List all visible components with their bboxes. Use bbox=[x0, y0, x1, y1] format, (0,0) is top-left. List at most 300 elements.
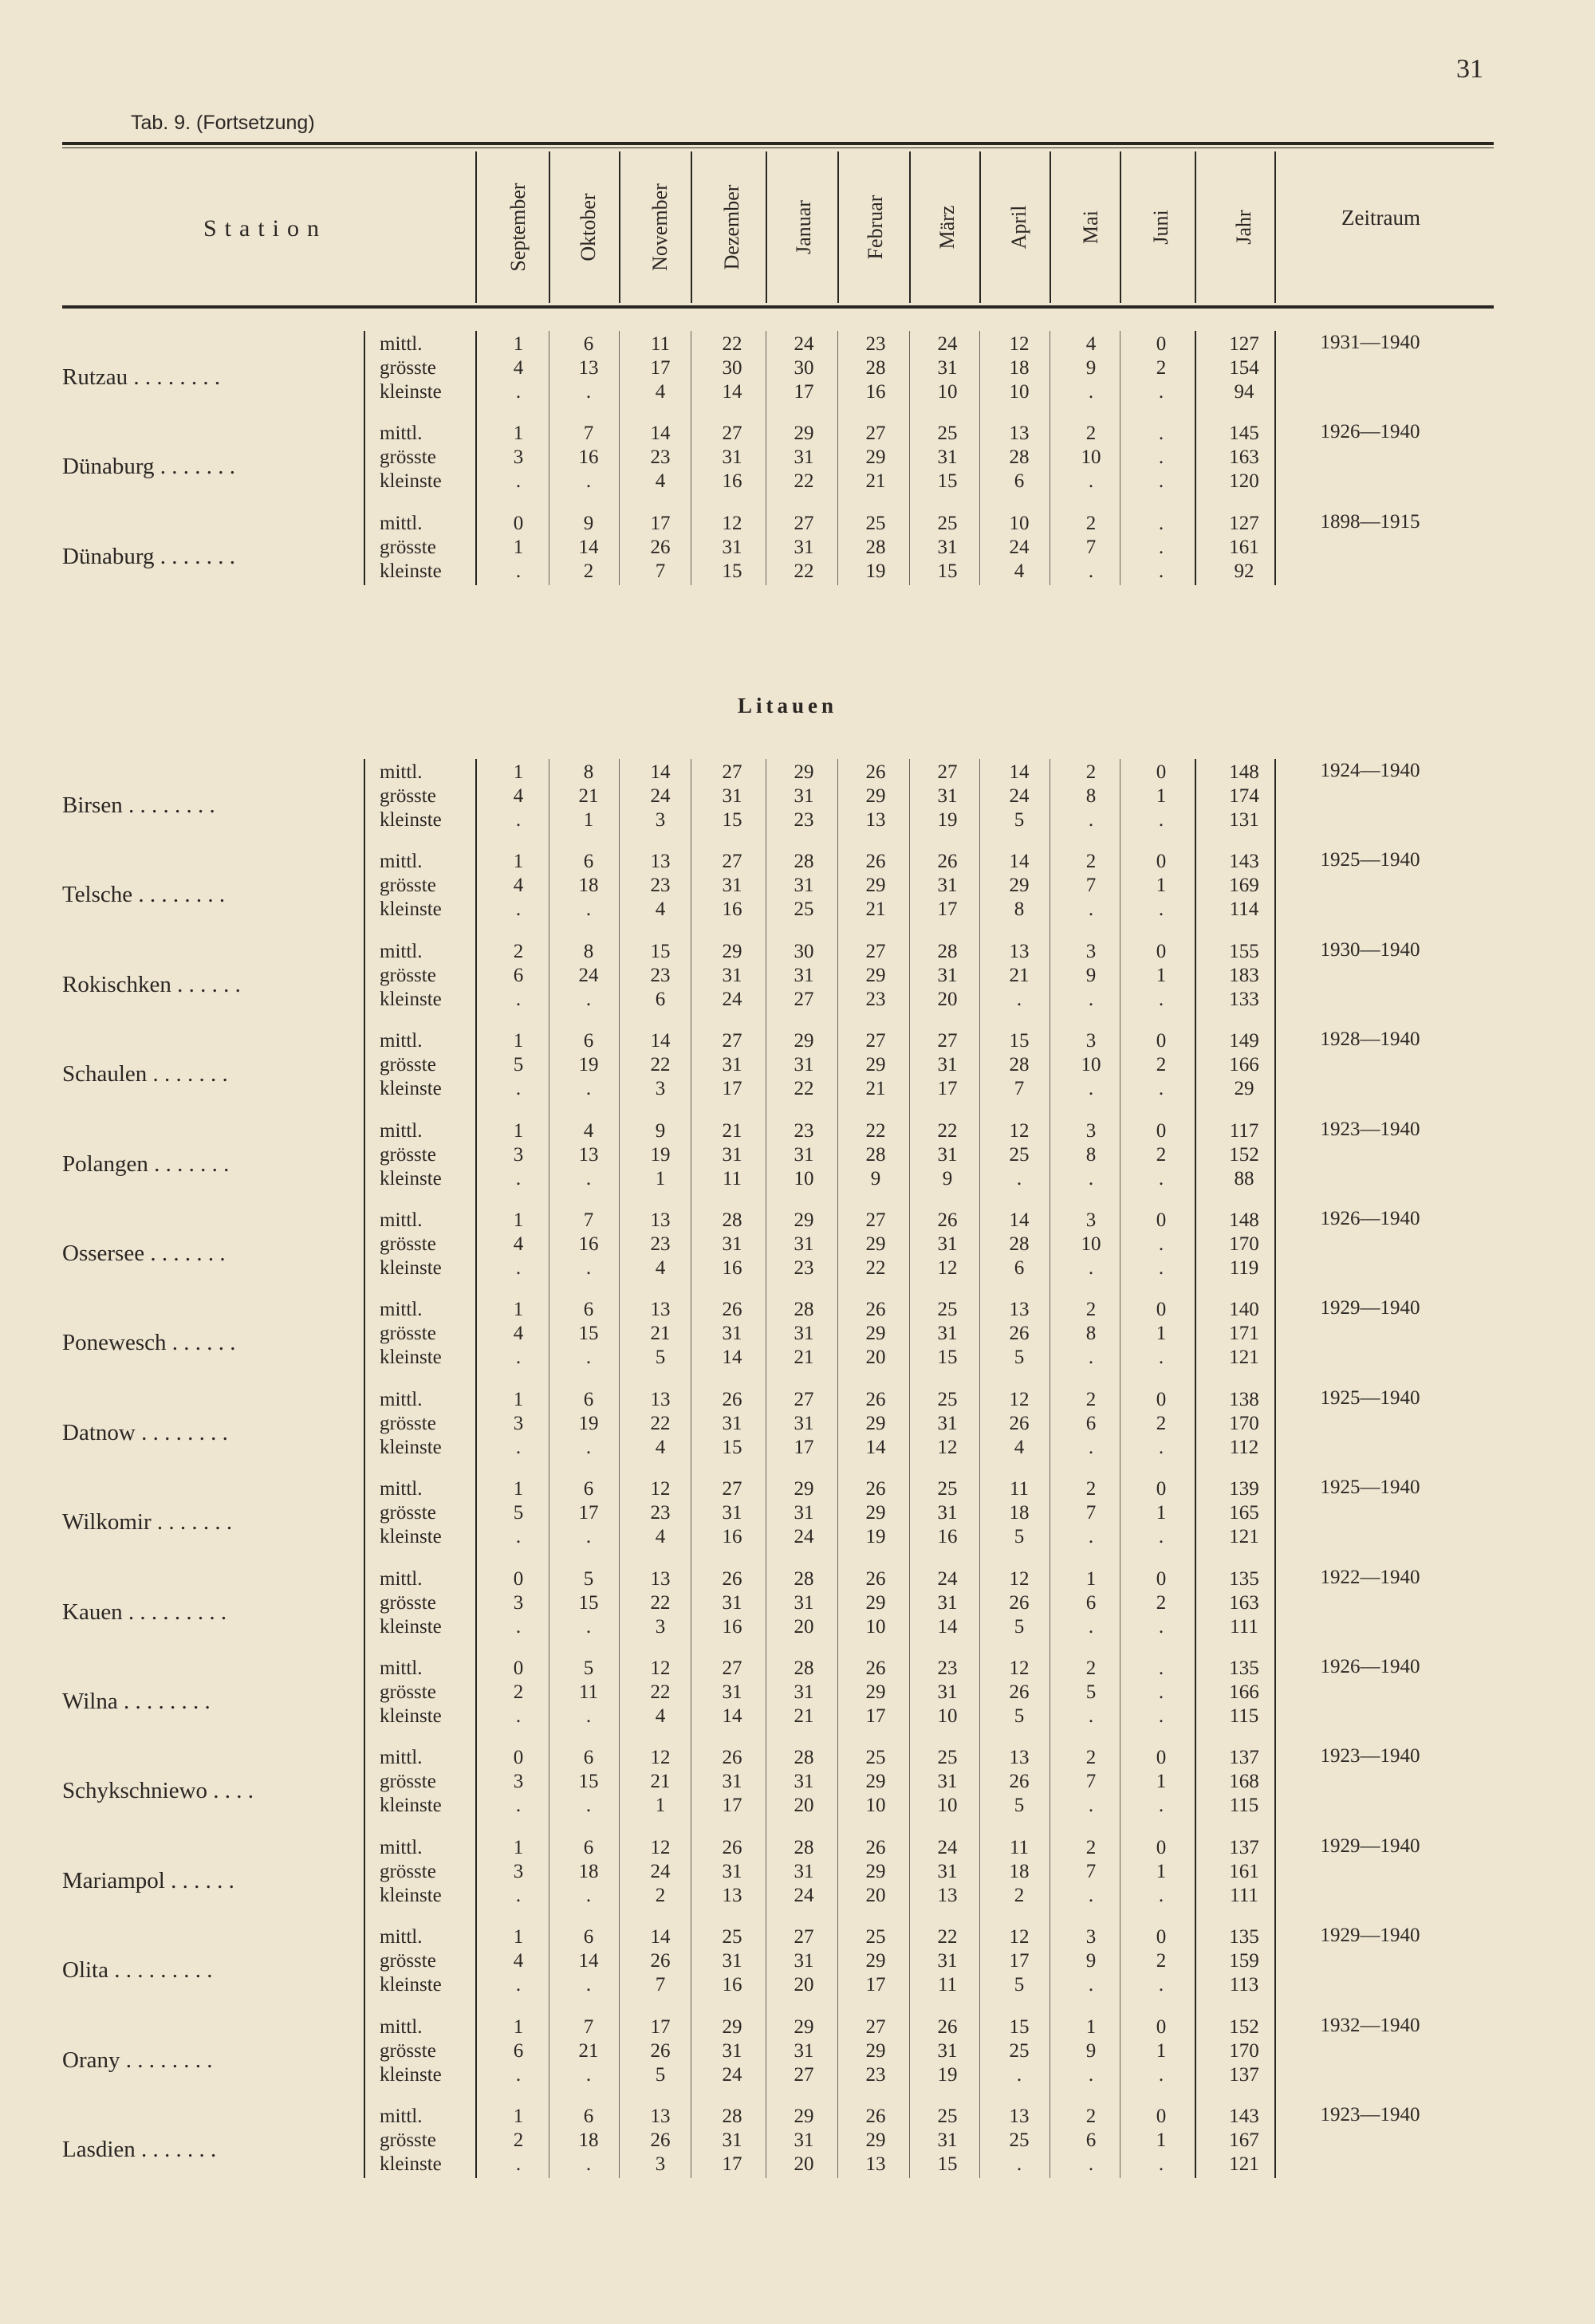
table-cell: 24 bbox=[650, 1860, 671, 1882]
table-cell: 23 bbox=[650, 1502, 671, 1524]
table-cell: 183 bbox=[1229, 964, 1259, 986]
table-cell: 31 bbox=[794, 1412, 814, 1434]
table-cell: 11 bbox=[722, 1167, 742, 1190]
top-rule bbox=[62, 142, 1494, 145]
table-cell: . bbox=[585, 1436, 592, 1458]
row-label: grösste bbox=[380, 1860, 436, 1882]
table-cell: 31 bbox=[937, 2129, 958, 2151]
table-cell: 25 bbox=[937, 1388, 958, 1410]
table-cell: 14 bbox=[578, 1950, 599, 1972]
table-cell: 31 bbox=[722, 1143, 742, 1166]
row-label: mittl. bbox=[380, 1299, 423, 1321]
table-cell: . bbox=[515, 988, 522, 1010]
month-header-label: Oktober bbox=[577, 193, 600, 261]
table-cell: 25 bbox=[937, 1299, 958, 1321]
table-cell: 4 bbox=[513, 1323, 524, 1345]
table-cell: 7 bbox=[583, 1209, 594, 1231]
table-cell: 9 bbox=[583, 512, 594, 534]
table-cell: 2 bbox=[1085, 1747, 1097, 1769]
table-cell: 31 bbox=[794, 1323, 814, 1345]
table-cell: 1 bbox=[513, 851, 524, 873]
row-label: grösste bbox=[380, 1681, 436, 1703]
row-label: mittl. bbox=[380, 1030, 423, 1052]
row-label: kleinste bbox=[380, 988, 442, 1010]
station-name: Olita . . . . . . . . . bbox=[62, 1957, 213, 1984]
station-name: Wilkomir . . . . . . . bbox=[62, 1509, 233, 1536]
table-cell: 26 bbox=[865, 1657, 886, 1679]
table-cell: 25 bbox=[1009, 1143, 1030, 1166]
table-cell: 10 bbox=[937, 1705, 958, 1727]
table-cell: . bbox=[1088, 2153, 1094, 2175]
table-cell: 135 bbox=[1229, 1657, 1259, 1679]
table-cell: 166 bbox=[1229, 1681, 1259, 1703]
table-cell: 28 bbox=[794, 1657, 814, 1679]
table-cell: 14 bbox=[865, 1436, 886, 1458]
table-cell: . bbox=[585, 1615, 592, 1638]
station-name: Dünaburg . . . . . . . bbox=[62, 543, 235, 569]
table-cell: . bbox=[1158, 1657, 1164, 1679]
table-cell: 24 bbox=[578, 964, 599, 986]
table-cell: 27 bbox=[722, 1478, 742, 1500]
header-column-separator bbox=[837, 151, 839, 303]
header-column-separator bbox=[691, 151, 692, 303]
table-cell: 31 bbox=[794, 1950, 814, 1972]
table-cell: 30 bbox=[722, 357, 742, 379]
row-label: kleinste bbox=[380, 1705, 442, 1727]
table-cell: 26 bbox=[865, 761, 886, 783]
table-cell: 31 bbox=[722, 446, 742, 469]
table-cell: 31 bbox=[794, 536, 814, 558]
table-cell: 9 bbox=[655, 1119, 666, 1142]
table-cell: 0 bbox=[513, 1657, 524, 1679]
table-cell: 5 bbox=[513, 1054, 524, 1076]
table-cell: 5 bbox=[1014, 1615, 1025, 1638]
table-cell: 6 bbox=[583, 1388, 594, 1410]
table-cell: 4 bbox=[655, 1526, 666, 1548]
table-cell: . bbox=[1088, 1795, 1094, 1817]
table-cell: 31 bbox=[937, 875, 958, 897]
table-cell: 1 bbox=[583, 809, 594, 831]
row-label: grösste bbox=[380, 1233, 436, 1255]
table-cell: 1 bbox=[1156, 875, 1167, 897]
table-cell: 21 bbox=[650, 1771, 671, 1793]
table-cell: 170 bbox=[1229, 1233, 1259, 1255]
table-cell: 11 bbox=[1009, 1836, 1030, 1858]
table-cell: 15 bbox=[722, 560, 742, 582]
table-cell: . bbox=[515, 560, 522, 582]
table-cell: 26 bbox=[722, 1747, 742, 1769]
month-header bbox=[788, 159, 820, 295]
month-header bbox=[931, 159, 963, 295]
table-cell: 0 bbox=[1156, 851, 1167, 873]
table-cell: 30 bbox=[794, 940, 814, 962]
table-cell: 31 bbox=[722, 536, 742, 558]
row-label: mittl. bbox=[380, 423, 423, 445]
table-cell: 3 bbox=[513, 1591, 524, 1614]
row-label: mittl. bbox=[380, 2106, 423, 2127]
table-cell: 31 bbox=[794, 1143, 814, 1166]
table-cell: . bbox=[1088, 1167, 1094, 1190]
table-cell: 31 bbox=[794, 1591, 814, 1614]
station-name: Wilna . . . . . . . . bbox=[62, 1689, 211, 1714]
table-cell: . bbox=[1088, 1347, 1094, 1369]
table-cell: 11 bbox=[650, 333, 671, 355]
table-cell: 16 bbox=[722, 1615, 742, 1638]
table-cell: 3 bbox=[1085, 1030, 1097, 1052]
table-cell: 21 bbox=[794, 1347, 814, 1369]
table-caption: Tab. 9. (Fortsetzung) bbox=[131, 112, 315, 134]
table-cell: 25 bbox=[937, 423, 958, 445]
zeitraum-value: 1925—1940 bbox=[1320, 1477, 1420, 1499]
table-cell: 29 bbox=[865, 785, 886, 807]
table-cell: . bbox=[585, 1167, 592, 1190]
table-cell: 9 bbox=[1085, 1950, 1097, 1972]
row-label: mittl. bbox=[380, 512, 423, 534]
table-cell: 14 bbox=[650, 1926, 671, 1948]
table-cell: 20 bbox=[865, 1884, 886, 1906]
table-cell: 29 bbox=[865, 1950, 886, 1972]
month-header-label: Mai bbox=[1079, 210, 1102, 244]
table-cell: 23 bbox=[650, 446, 671, 469]
table-cell: 22 bbox=[650, 1412, 671, 1434]
table-cell: 18 bbox=[1009, 357, 1030, 379]
table-cell: 137 bbox=[1229, 1836, 1259, 1858]
station-name: Dünaburg . . . . . . . bbox=[62, 454, 235, 480]
table-cell: 7 bbox=[583, 2015, 594, 2038]
table-cell: . bbox=[515, 2153, 522, 2175]
table-cell: . bbox=[1016, 1167, 1022, 1190]
table-cell: 12 bbox=[937, 1436, 958, 1458]
table-cell: 1 bbox=[513, 1836, 524, 1858]
table-cell: 0 bbox=[1156, 2106, 1167, 2127]
row-label: grösste bbox=[380, 1054, 436, 1076]
table-cell: 24 bbox=[794, 1884, 814, 1906]
table-cell: 17 bbox=[794, 1436, 814, 1458]
table-cell: 6 bbox=[1085, 1591, 1097, 1614]
table-cell: 171 bbox=[1229, 1323, 1259, 1345]
table-cell: 137 bbox=[1229, 1747, 1259, 1769]
table-cell: 12 bbox=[722, 512, 742, 534]
table-cell: 16 bbox=[722, 470, 742, 493]
table-cell: 23 bbox=[650, 1233, 671, 1255]
row-label: grösste bbox=[380, 536, 436, 558]
table-cell: 31 bbox=[937, 446, 958, 469]
station-header: Station bbox=[203, 215, 328, 242]
table-cell: 23 bbox=[865, 333, 886, 355]
table-cell: . bbox=[1016, 988, 1022, 1010]
table-cell: 31 bbox=[722, 1950, 742, 1972]
table-cell: . bbox=[515, 1795, 522, 1817]
table-cell: 8 bbox=[1014, 899, 1025, 921]
table-cell: 127 bbox=[1229, 512, 1259, 534]
row-label: kleinste bbox=[380, 1347, 442, 1369]
table-cell: 31 bbox=[794, 1502, 814, 1524]
row-label: grösste bbox=[380, 2129, 436, 2151]
table-cell: . bbox=[1158, 446, 1164, 469]
table-cell: 27 bbox=[865, 1030, 886, 1052]
table-cell: 12 bbox=[1009, 1657, 1030, 1679]
table-cell: 12 bbox=[1009, 1567, 1030, 1590]
header-column-separator bbox=[1274, 151, 1276, 303]
table-cell: 17 bbox=[578, 1502, 599, 1524]
zeitraum-value: 1929—1940 bbox=[1320, 1925, 1420, 1947]
month-header bbox=[502, 159, 534, 295]
table-cell: 29 bbox=[865, 2039, 886, 2062]
station-name: Orany . . . . . . . . bbox=[62, 2047, 213, 2073]
station-name: Rokischken . . . . . . bbox=[62, 971, 241, 997]
table-cell: 10 bbox=[1009, 381, 1030, 403]
table-cell: 23 bbox=[865, 988, 886, 1010]
table-cell: 21 bbox=[865, 470, 886, 493]
table-cell: 25 bbox=[865, 512, 886, 534]
month-header-label: April bbox=[1007, 205, 1030, 250]
section-title: Litauen bbox=[737, 694, 838, 718]
table-cell: 8 bbox=[1085, 1323, 1097, 1345]
page-number: 31 bbox=[1456, 54, 1483, 84]
row-label: grösste bbox=[380, 1771, 436, 1793]
table-cell: 19 bbox=[865, 560, 886, 582]
table-cell: 13 bbox=[1009, 1299, 1030, 1321]
table-cell: . bbox=[585, 1705, 592, 1727]
table-cell: 6 bbox=[1085, 2129, 1097, 2151]
table-cell: 18 bbox=[1009, 1502, 1030, 1524]
table-cell: . bbox=[515, 1436, 522, 1458]
month-header-label: September bbox=[506, 183, 530, 272]
table-cell: 145 bbox=[1229, 423, 1259, 445]
table-cell: 31 bbox=[794, 446, 814, 469]
table-cell: 28 bbox=[865, 357, 886, 379]
table-cell: 121 bbox=[1229, 2153, 1259, 2175]
column-separator bbox=[475, 759, 477, 2178]
table-cell: 2 bbox=[1085, 2106, 1097, 2127]
row-label: kleinste bbox=[380, 1884, 442, 1906]
station-name: Mariampol . . . . . . bbox=[62, 1867, 234, 1893]
table-cell: 1 bbox=[513, 1030, 524, 1052]
table-cell: 13 bbox=[578, 357, 599, 379]
table-cell: 7 bbox=[655, 1974, 666, 1996]
table-cell: 29 bbox=[865, 1681, 886, 1703]
table-cell: . bbox=[1158, 1526, 1164, 1548]
row-label: mittl. bbox=[380, 851, 423, 873]
row-label: mittl. bbox=[380, 1388, 423, 1410]
table-cell: 15 bbox=[937, 1347, 958, 1369]
table-cell: 5 bbox=[583, 1657, 594, 1679]
zeitraum-value: 1925—1940 bbox=[1320, 849, 1420, 871]
table-cell: 17 bbox=[937, 1078, 958, 1100]
column-separator bbox=[909, 331, 910, 585]
row-label: mittl. bbox=[380, 1836, 423, 1858]
month-header bbox=[860, 159, 892, 295]
table-cell: 29 bbox=[865, 2129, 886, 2151]
month-header bbox=[1145, 159, 1177, 295]
table-cell: 2 bbox=[1085, 512, 1097, 534]
column-separator bbox=[979, 331, 980, 585]
station-name: Kauen . . . . . . . . . bbox=[62, 1598, 227, 1625]
table-cell: . bbox=[1088, 381, 1094, 403]
table-cell: . bbox=[585, 1795, 592, 1817]
month-header bbox=[1003, 159, 1035, 295]
table-cell: 24 bbox=[1009, 785, 1030, 807]
table-cell: 131 bbox=[1229, 809, 1259, 831]
table-cell: 13 bbox=[1009, 2106, 1030, 2127]
table-cell: 166 bbox=[1229, 1054, 1259, 1076]
table-cell: . bbox=[515, 1705, 522, 1727]
table-cell: . bbox=[1088, 809, 1094, 831]
table-cell: 22 bbox=[865, 1119, 886, 1142]
table-cell: 26 bbox=[650, 2129, 671, 2151]
table-cell: 121 bbox=[1229, 1347, 1259, 1369]
table-cell: 17 bbox=[722, 1795, 742, 1817]
table-cell: 7 bbox=[1014, 1078, 1025, 1100]
table-cell: 27 bbox=[937, 1030, 958, 1052]
table-cell: 27 bbox=[794, 1388, 814, 1410]
table-cell: 6 bbox=[583, 1478, 594, 1500]
table-cell: 13 bbox=[1009, 940, 1030, 962]
table-cell: 26 bbox=[865, 1567, 886, 1590]
table-cell: 2 bbox=[1156, 1591, 1167, 1614]
table-cell: 1 bbox=[1156, 1771, 1167, 1793]
table-cell: 1 bbox=[513, 333, 524, 355]
row-label: kleinste bbox=[380, 2063, 442, 2086]
table-cell: 31 bbox=[937, 964, 958, 986]
label-column-rule bbox=[364, 759, 365, 2178]
zeitraum-value: 1932—1940 bbox=[1320, 2014, 1420, 2036]
table-cell: 6 bbox=[513, 2039, 524, 2062]
table-cell: 27 bbox=[794, 988, 814, 1010]
table-cell: 3 bbox=[1085, 1209, 1097, 1231]
table-cell: . bbox=[1088, 899, 1094, 921]
table-cell: 23 bbox=[650, 875, 671, 897]
table-cell: 2 bbox=[513, 1681, 524, 1703]
table-cell: 31 bbox=[937, 1860, 958, 1882]
zeitraum-value: 1930—1940 bbox=[1320, 938, 1420, 961]
station-name: Schaulen . . . . . . . bbox=[62, 1061, 228, 1087]
table-cell: 159 bbox=[1229, 1950, 1259, 1972]
table-cell: 7 bbox=[583, 423, 594, 445]
station-name: Ponewesch . . . . . . bbox=[62, 1330, 236, 1356]
month-header-label: März bbox=[935, 205, 959, 250]
month-header bbox=[573, 159, 605, 295]
row-label: grösste bbox=[380, 964, 436, 986]
table-cell: 15 bbox=[1009, 2015, 1030, 2038]
table-cell: 29 bbox=[865, 1054, 886, 1076]
table-cell: 31 bbox=[794, 785, 814, 807]
table-cell: 14 bbox=[650, 761, 671, 783]
table-cell: 31 bbox=[722, 875, 742, 897]
table-cell: 9 bbox=[942, 1167, 953, 1190]
table-cell: 18 bbox=[1009, 1860, 1030, 1882]
table-cell: 114 bbox=[1229, 899, 1259, 921]
table-cell: 12 bbox=[1009, 333, 1030, 355]
table-cell: . bbox=[1088, 2063, 1094, 2086]
station-name: Ossersee . . . . . . . bbox=[62, 1241, 226, 1266]
table-cell: 3 bbox=[655, 809, 666, 831]
table-cell: 13 bbox=[578, 1143, 599, 1166]
table-cell: 31 bbox=[722, 785, 742, 807]
table-cell: 14 bbox=[1009, 1209, 1030, 1231]
table-cell: . bbox=[1158, 809, 1164, 831]
table-cell: 24 bbox=[937, 1836, 958, 1858]
table-cell: 26 bbox=[865, 851, 886, 873]
table-cell: 18 bbox=[578, 875, 599, 897]
table-cell: . bbox=[515, 1884, 522, 1906]
table-cell: 2 bbox=[655, 1884, 666, 1906]
table-cell: . bbox=[585, 899, 592, 921]
table-cell: 19 bbox=[937, 809, 958, 831]
row-label: grösste bbox=[380, 875, 436, 897]
table-cell: 31 bbox=[937, 1233, 958, 1255]
table-cell: 25 bbox=[865, 1747, 886, 1769]
table-cell: 28 bbox=[865, 536, 886, 558]
table-cell: 15 bbox=[650, 940, 671, 962]
row-label: grösste bbox=[380, 1591, 436, 1614]
table-cell: 27 bbox=[865, 940, 886, 962]
row-label: kleinste bbox=[380, 470, 442, 493]
table-cell: 29 bbox=[865, 1502, 886, 1524]
table-cell: 135 bbox=[1229, 1926, 1259, 1948]
zeitraum-value: 1922—1940 bbox=[1320, 1566, 1420, 1588]
table-cell: 26 bbox=[1009, 1591, 1030, 1614]
table-cell: 1 bbox=[1156, 2039, 1167, 2062]
table-cell: 21 bbox=[1009, 964, 1030, 986]
table-cell: 2 bbox=[1156, 1412, 1167, 1434]
column-separator bbox=[837, 759, 838, 2178]
table-cell: 161 bbox=[1229, 1860, 1259, 1882]
column-separator bbox=[619, 759, 620, 2178]
table-cell: 111 bbox=[1230, 1884, 1258, 1906]
table-cell: 28 bbox=[1009, 446, 1030, 469]
table-cell: 22 bbox=[650, 1681, 671, 1703]
table-cell: 1 bbox=[513, 536, 524, 558]
table-cell: . bbox=[1158, 1795, 1164, 1817]
row-label: kleinste bbox=[380, 1257, 442, 1279]
table-cell: 26 bbox=[722, 1299, 742, 1321]
table-cell: 22 bbox=[722, 333, 742, 355]
table-cell: 1 bbox=[513, 1119, 524, 1142]
table-cell: 1 bbox=[513, 761, 524, 783]
table-cell: 31 bbox=[722, 1591, 742, 1614]
table-cell: 6 bbox=[1014, 470, 1025, 493]
table-cell: 24 bbox=[937, 333, 958, 355]
table-cell: 4 bbox=[1014, 1436, 1025, 1458]
table-cell: 170 bbox=[1229, 1412, 1259, 1434]
row-label: kleinste bbox=[380, 560, 442, 582]
table-cell: 31 bbox=[937, 1323, 958, 1345]
month-header-label: Juni bbox=[1149, 210, 1172, 245]
table-cell: . bbox=[515, 1974, 522, 1996]
table-cell: . bbox=[1016, 2063, 1022, 2086]
table-cell: . bbox=[1158, 470, 1164, 493]
row-label: mittl. bbox=[380, 1747, 423, 1769]
table-cell: 4 bbox=[513, 875, 524, 897]
station-name: Birsen . . . . . . . . bbox=[62, 792, 215, 818]
table-cell: 15 bbox=[937, 560, 958, 582]
header-column-separator bbox=[619, 151, 620, 303]
table-cell: 0 bbox=[513, 1567, 524, 1590]
table-cell: 23 bbox=[794, 809, 814, 831]
table-cell: 6 bbox=[583, 1030, 594, 1052]
table-cell: 26 bbox=[865, 1299, 886, 1321]
table-cell: 3 bbox=[1085, 1119, 1097, 1142]
table-cell: 22 bbox=[650, 1054, 671, 1076]
table-cell: 117 bbox=[1229, 1119, 1259, 1142]
table-cell: 7 bbox=[1085, 1771, 1097, 1793]
table-cell: 10 bbox=[794, 1167, 814, 1190]
table-cell: 2 bbox=[1156, 1143, 1167, 1166]
table-cell: . bbox=[1158, 512, 1164, 534]
table-cell: 13 bbox=[865, 809, 886, 831]
table-cell: 4 bbox=[513, 357, 524, 379]
